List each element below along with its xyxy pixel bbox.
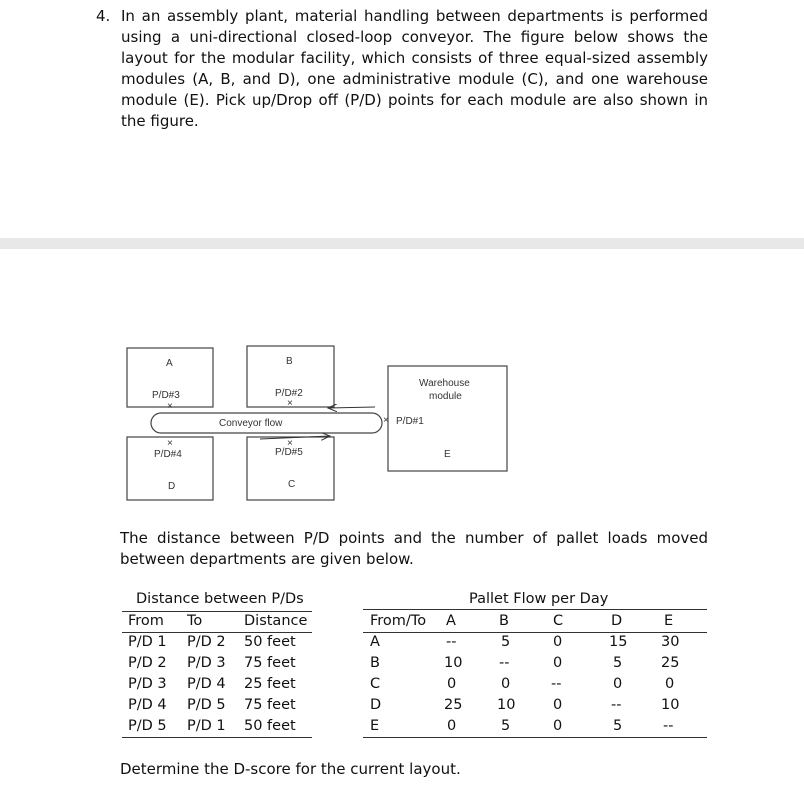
flow-rule-mid [363,632,707,633]
table-cell: 5 [613,655,623,671]
pd4-label: P/D#4 [154,449,182,460]
table-cell: P/D 5 [128,718,167,734]
table-cell: P/D 1 [128,634,167,650]
pd3-label: P/D#3 [152,390,180,401]
table-cell: -- [499,655,510,671]
distance-rule-mid [122,632,312,633]
table-cell: 0 [447,676,457,692]
table-cell: 10 [661,697,680,713]
distance-rule-top [122,611,312,612]
table-cell: 0 [665,676,675,692]
flow-header: D [611,613,623,629]
flow-header: A [446,613,456,629]
table-cell: 0 [553,697,563,713]
table-cell: P/D 2 [187,634,226,650]
warehouse-label-1: Warehouse [419,378,470,389]
question-block [96,6,708,132]
pd2-marker: × [287,398,293,409]
pd5-label: P/D#5 [275,447,303,458]
table-cell: 0 [553,655,563,671]
distance-rule-bottom [122,737,312,738]
table-cell: E [370,718,380,734]
intro-paragraph: The distance between P/D points and the number of pallet loads moved between departments are given below. [120,529,708,568]
question-text: In an assembly plant, material handling between departments is performed using a uni-directional closed-loop conveyor. The figure below shows the layout for the modular facility, which consists of three equal-sized assembly modules (A, B, and D), one administrative module (C), and one warehouse module (E). Pick up/Drop off (P/D) points for each module are also shown in the figure. [121,7,708,130]
table-cell: B [370,655,380,671]
flow-header: E [664,613,674,629]
table-cell: A [370,634,380,650]
table-cell: 75 feet [244,655,296,671]
pd1-marker: × [383,415,389,426]
table-cell: P/D 3 [187,655,226,671]
flow-header: C [553,613,564,629]
module-a-label: A [166,358,173,369]
module-b-label: B [286,356,293,367]
table-cell: P/D 4 [128,697,167,713]
table-cell: 25 feet [244,676,296,692]
distance-caption: Distance between P/Ds [136,591,304,607]
page-separator [0,238,804,249]
table-cell: -- [446,634,457,650]
table-cell: 0 [501,676,511,692]
module-e-label: E [444,449,451,460]
table-cell: -- [663,718,674,734]
question-number: 4. [96,7,111,25]
flow-header: From/To [370,613,427,629]
distance-header-distance: Distance [244,613,308,629]
table-cell: 15 [609,634,628,650]
table-cell: 25 [444,697,463,713]
table-cell: P/D 2 [128,655,167,671]
table-cell: -- [611,697,622,713]
table-cell: 75 feet [244,697,296,713]
distance-header-from: From [128,613,164,629]
table-cell: 10 [444,655,463,671]
pd3-marker: × [167,401,173,412]
table-cell: 5 [501,634,511,650]
pd5-marker: × [287,438,293,449]
module-c-label: C [288,479,296,490]
table-cell: 0 [613,676,623,692]
table-cell: 0 [447,718,457,734]
pd1-label: P/D#1 [396,416,424,427]
flow-caption: Pallet Flow per Day [469,591,609,607]
table-cell: 50 feet [244,634,296,650]
table-cell: 0 [553,634,563,650]
table-cell: P/D 5 [187,697,226,713]
table-cell: 25 [661,655,680,671]
conveyor-arrow-top [328,407,375,408]
table-cell: C [370,676,381,692]
table-cell: 50 feet [244,718,296,734]
warehouse-label-2: module [429,391,462,402]
table-cell: 10 [497,697,516,713]
table-cell: -- [551,676,562,692]
task-text: Determine the D-score for the current layout. [120,760,461,778]
module-d-label: D [168,481,176,492]
distance-header-to: To [187,613,203,629]
table-cell: P/D 1 [187,718,226,734]
flow-rule-top [363,609,707,610]
pd2-label: P/D#2 [275,388,303,399]
table-cell: 30 [661,634,680,650]
table-cell: 5 [501,718,511,734]
flow-rule-bottom [363,737,707,738]
table-cell: P/D 4 [187,676,226,692]
layout-figure [120,340,520,510]
table-cell: 0 [553,718,563,734]
conveyor-flow-label: Conveyor flow [219,418,283,429]
table-cell: P/D 3 [128,676,167,692]
table-cell: D [370,697,382,713]
flow-header: B [499,613,509,629]
table-cell: 5 [613,718,623,734]
pd4-marker: × [167,438,173,449]
